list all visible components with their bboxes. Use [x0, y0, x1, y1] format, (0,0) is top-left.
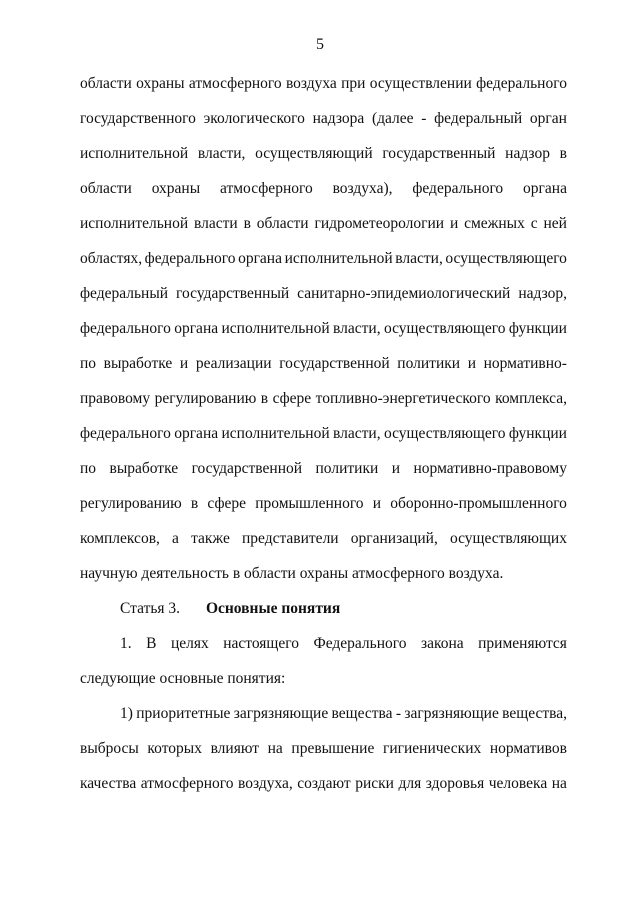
word: закона — [420, 635, 464, 652]
word: политики — [397, 355, 461, 372]
word: федерального — [412, 180, 504, 197]
word: 1. — [120, 635, 132, 652]
word: власти, — [333, 320, 381, 337]
word: нормативно-правовому — [413, 460, 567, 477]
word: власти, — [395, 250, 443, 267]
word: и — [467, 355, 476, 372]
word: приоритетные — [136, 705, 231, 722]
word: вещества — [331, 705, 393, 722]
word: для — [398, 775, 422, 792]
word: правовому — [80, 390, 151, 407]
word: оборонно-промышленного — [390, 495, 567, 512]
word: влияют — [210, 740, 259, 757]
word: нормативно- — [483, 355, 567, 372]
word: по — [80, 460, 97, 477]
text-line — [80, 214, 567, 234]
word: Федерального — [313, 635, 407, 652]
text-line: научную деятельность в области охраны атмосферного воздуха. — [80, 565, 504, 582]
text-line — [80, 109, 567, 129]
word: надзор — [505, 145, 550, 162]
text-line — [80, 529, 567, 549]
word: выбросы — [80, 740, 139, 757]
word: настоящего — [223, 635, 299, 652]
word: создают — [297, 775, 351, 792]
word: В — [146, 635, 157, 652]
word: целях — [170, 635, 209, 652]
word: осуществляющего — [383, 320, 506, 337]
word: исполнительной — [80, 215, 189, 232]
word: превышение — [291, 740, 375, 757]
word: 1) — [120, 705, 133, 722]
word: комплексов, — [80, 530, 160, 547]
word: осуществлении — [369, 75, 472, 92]
word: политики — [315, 460, 379, 477]
word: применяются — [478, 635, 567, 652]
word: и — [391, 460, 401, 477]
word: смежных — [464, 215, 525, 232]
text-line — [80, 249, 567, 269]
word: организаций, — [350, 530, 438, 547]
text-line — [80, 354, 567, 374]
text-line — [80, 459, 567, 479]
word: власти, — [333, 425, 381, 442]
word: здоровья — [425, 775, 485, 792]
word: качества — [80, 775, 137, 792]
word: осуществляющий — [255, 145, 373, 162]
word: в — [260, 390, 269, 407]
word: воздуха), — [332, 180, 393, 197]
text-line — [80, 144, 567, 164]
word: сфере — [207, 495, 247, 512]
word: исполнительной — [221, 320, 330, 337]
word: федерального — [80, 425, 171, 442]
word: области — [80, 75, 132, 92]
text-line — [80, 179, 567, 199]
article-label: Статья 3. — [120, 600, 181, 617]
word: федерального — [80, 320, 171, 337]
word: исполнительной — [80, 145, 189, 162]
word: экологического — [203, 110, 305, 127]
word: области — [256, 215, 309, 232]
word: надзор, — [518, 285, 567, 302]
word: выработке — [103, 355, 173, 372]
word: органа — [238, 250, 282, 267]
word: реализации — [195, 355, 272, 372]
word: комплекса, — [495, 390, 567, 407]
word: атмосферного — [220, 180, 313, 197]
word: власти — [194, 215, 238, 232]
word: федерального — [144, 250, 236, 267]
text-line — [80, 284, 567, 304]
word: и — [372, 495, 382, 512]
word: осуществляющих — [449, 530, 567, 547]
word: функции — [508, 425, 567, 442]
paragraph-line: следующие основные понятия: — [80, 670, 286, 687]
word: - — [395, 705, 402, 722]
word: при — [341, 75, 366, 92]
text-line — [80, 424, 567, 444]
text-line — [80, 494, 567, 514]
word: риски — [355, 775, 394, 792]
word: орган — [529, 110, 567, 127]
word: государственного — [80, 110, 196, 127]
word: федеральный — [434, 110, 523, 127]
word: в — [559, 145, 567, 162]
word: федеральный — [80, 285, 169, 302]
word: топливно-энергетического — [315, 390, 491, 407]
word: атмосферного — [188, 75, 282, 92]
word: государственной — [279, 355, 390, 372]
word: осуществляющего — [383, 425, 506, 442]
word: которых — [147, 740, 202, 757]
article-title: Основные понятия — [205, 600, 341, 617]
word: - — [421, 110, 427, 127]
word: в — [243, 215, 251, 232]
paragraph-line — [80, 739, 567, 759]
word: также — [191, 530, 230, 547]
word: (далее — [371, 110, 414, 127]
word: государственный — [176, 285, 290, 302]
text-line — [80, 74, 567, 94]
paragraph-line — [120, 704, 567, 724]
paragraph-line — [120, 634, 567, 654]
word: выработке — [109, 460, 179, 477]
word: регулированию — [80, 495, 182, 512]
word: человека — [488, 775, 548, 792]
word: областях, — [80, 250, 143, 267]
word: государственной — [191, 460, 303, 477]
word: органа — [174, 320, 219, 337]
word: атмосферного — [140, 775, 234, 792]
word: охраны — [136, 75, 185, 92]
word: и — [449, 215, 459, 232]
text-line — [80, 319, 567, 339]
word: по — [80, 355, 97, 372]
word: исполнительной — [221, 425, 330, 442]
word: регулированию — [154, 390, 257, 407]
word: области — [80, 180, 132, 197]
word: гидрометеорологии — [314, 215, 445, 232]
word: воздуха, — [238, 775, 293, 792]
word: воздуха — [285, 75, 337, 92]
word: представители — [241, 530, 339, 547]
word: промышленного — [255, 495, 364, 512]
word: государственный — [382, 145, 496, 162]
word: загрязняющие — [404, 705, 499, 722]
word: с — [530, 215, 538, 232]
word: охраны — [151, 180, 201, 197]
word: органа — [523, 180, 567, 197]
word: ней — [543, 215, 567, 232]
word: загрязняющие — [233, 705, 329, 722]
word: сфере — [272, 390, 312, 407]
article-heading — [120, 599, 340, 619]
word: исполнительной — [284, 250, 393, 267]
text-line — [80, 389, 567, 409]
word: федерального — [476, 75, 567, 92]
word: в — [190, 495, 199, 512]
word: санитарно-эпидемиологический — [297, 285, 511, 302]
word: надзора — [312, 110, 365, 127]
word: на — [267, 740, 283, 757]
word: функции — [508, 320, 567, 337]
word: органа — [174, 425, 219, 442]
word: а — [172, 530, 179, 547]
page-number: 5 — [316, 36, 324, 53]
word: нормативов — [489, 740, 567, 757]
word: вещества, — [502, 705, 567, 722]
word: гигиенических — [382, 740, 482, 757]
word: власти, — [197, 145, 246, 162]
word: осуществляющего — [445, 250, 567, 267]
paragraph-line — [80, 774, 567, 794]
word: на — [551, 775, 567, 792]
word: и — [179, 355, 189, 372]
